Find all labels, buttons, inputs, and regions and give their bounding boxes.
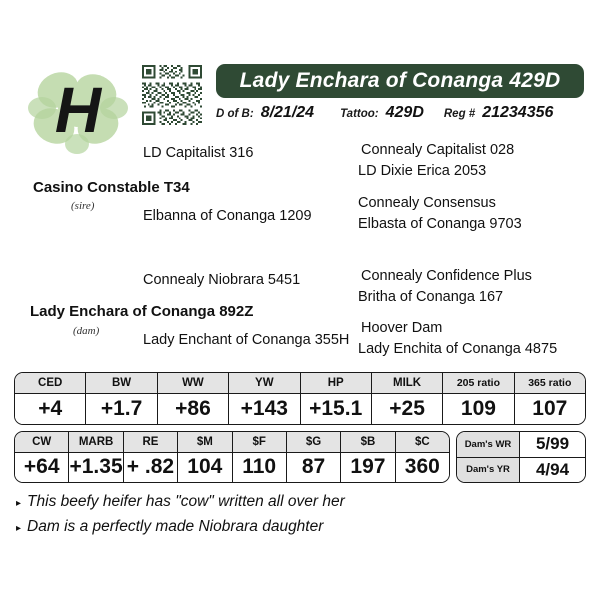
epd-cell-yw <box>229 373 300 424</box>
dam-great-granddam-1: Britha of Conanga 167 <box>358 289 504 305</box>
epd-cell-dollar-b <box>341 432 395 482</box>
note-item <box>16 518 576 536</box>
epd-header-dollar-f: $F <box>233 432 286 453</box>
epd-tables <box>14 372 586 489</box>
dam-wr-label: Dam's WR <box>457 432 520 457</box>
epd-header-re: RE <box>124 432 177 453</box>
epd-header-dollar-b: $B <box>341 432 394 453</box>
epd-header-dollar-m: $M <box>178 432 231 453</box>
notes-list <box>16 493 576 543</box>
dam-yr-row <box>457 458 585 483</box>
dam-wr-value: 5/99 <box>520 432 585 457</box>
epd-cell-marb <box>69 432 123 482</box>
epd-cell-dollar-c <box>396 432 449 482</box>
dam-yr-value: 4/94 <box>520 458 585 483</box>
epd-value-365-ratio: 107 <box>515 394 585 424</box>
sire-name: Casino Constable T34 <box>33 179 190 196</box>
epd-header-marb: MARB <box>69 432 122 453</box>
dam-great-grandsire-2: Hoover Dam <box>361 320 443 336</box>
epd-value-dollar-g: 87 <box>287 453 340 482</box>
dam-yr-label: Dam's YR <box>457 458 520 483</box>
page-title: Lady Enchara of Conanga 429D <box>239 69 561 92</box>
epd-value-milk: +25 <box>372 394 442 424</box>
epd-value-dollar-b: 197 <box>341 453 394 482</box>
epd-value-ww: +86 <box>158 394 228 424</box>
epd-value-hp: +15.1 <box>301 394 371 424</box>
epd-header-cw: CW <box>15 432 68 453</box>
epd-header-dollar-c: $C <box>396 432 449 453</box>
bullet-icon: ▸ <box>16 498 22 509</box>
epd-header-ced: CED <box>15 373 85 394</box>
epd-header-milk: MILK <box>372 373 442 394</box>
dob-label: D of B: <box>216 108 254 120</box>
epd-cell-dollar-g <box>287 432 341 482</box>
epd-cell-ced <box>15 373 86 424</box>
registration-label: Reg # <box>443 108 476 120</box>
epd-header-bw: BW <box>86 373 156 394</box>
epd-header-yw: YW <box>229 373 299 394</box>
epd-cell-cw <box>15 432 69 482</box>
epd-cell-hp <box>301 373 372 424</box>
dam-grandsire: Connealy Niobrara 5451 <box>143 272 301 288</box>
epd-row-1-box <box>14 372 586 425</box>
pedigree-chart <box>0 140 600 365</box>
epd-value-dollar-f: 110 <box>233 453 286 482</box>
epd-value-yw: +143 <box>229 394 299 424</box>
tattoo-value: 429D <box>385 104 424 121</box>
animal-title-banner <box>216 64 584 98</box>
epd-cell-milk <box>372 373 443 424</box>
sire-granddam: Elbanna of Conanga 1209 <box>143 208 312 224</box>
dam-great-grandsire-1: Connealy Confidence Plus <box>361 268 532 284</box>
sire-grandsire: LD Capitalist 316 <box>143 145 254 161</box>
sire-great-granddam-2: Elbasta of Conanga 9703 <box>358 216 522 232</box>
epd-value-dollar-m: 104 <box>178 453 231 482</box>
epd-header-ww: WW <box>158 373 228 394</box>
epd-value-ced: +4 <box>15 394 85 424</box>
epd-value-re: + .82 <box>124 453 177 482</box>
epd-cell-205-ratio <box>443 373 514 424</box>
sire-great-granddam-1: LD Dixie Erica 2053 <box>358 163 487 179</box>
note-item <box>16 493 576 511</box>
document-header <box>0 0 600 146</box>
sire-great-grandsire-1: Connealy Capitalist 028 <box>361 142 515 158</box>
dam-name: Lady Enchara of Conanga 892Z <box>30 303 254 320</box>
sire-great-grandsire-2: Connealy Consensus <box>358 195 496 211</box>
epd-row-1 <box>14 372 586 425</box>
logo-letter: H <box>54 74 102 146</box>
dam-great-granddam-2: Lady Enchita of Conanga 4875 <box>358 341 558 357</box>
epd-cell-bw <box>86 373 157 424</box>
bullet-icon: ▸ <box>16 523 22 534</box>
epd-cell-re <box>124 432 178 482</box>
epd-header-365-ratio: 365 ratio <box>515 373 585 394</box>
epd-cell-ww <box>158 373 229 424</box>
tattoo-label: Tattoo: <box>340 108 379 120</box>
dam-ratio-box <box>456 431 586 483</box>
dam-wr-row <box>457 432 585 458</box>
dam-granddam: Lady Enchant of Conanga 355H <box>143 332 350 348</box>
dam-role-label: (dam) <box>73 325 100 337</box>
sire-role-label: (sire) <box>71 200 95 212</box>
epd-header-hp: HP <box>301 373 371 394</box>
epd-row-2-box <box>14 431 450 483</box>
epd-cell-365-ratio <box>515 373 585 424</box>
epd-value-bw: +1.7 <box>86 394 156 424</box>
epd-header-dollar-g: $G <box>287 432 340 453</box>
epd-value-205-ratio: 109 <box>443 394 513 424</box>
qr-code-icon <box>140 63 204 127</box>
epd-cell-dollar-m <box>178 432 232 482</box>
dob-value: 8/21/24 <box>260 104 315 121</box>
epd-value-cw: +64 <box>15 453 68 482</box>
epd-cell-dollar-f <box>233 432 287 482</box>
registration-value: 21234356 <box>482 104 554 121</box>
note-text: This beefy heifer has "cow" written all over her <box>27 493 345 510</box>
note-text: Dam is a perfectly made Niobrara daughter <box>27 518 324 535</box>
epd-row-2 <box>14 431 586 483</box>
epd-value-dollar-c: 360 <box>396 453 449 482</box>
epd-value-marb: +1.35 <box>69 453 122 482</box>
epd-header-205-ratio: 205 ratio <box>443 373 513 394</box>
identification-line <box>216 104 596 126</box>
